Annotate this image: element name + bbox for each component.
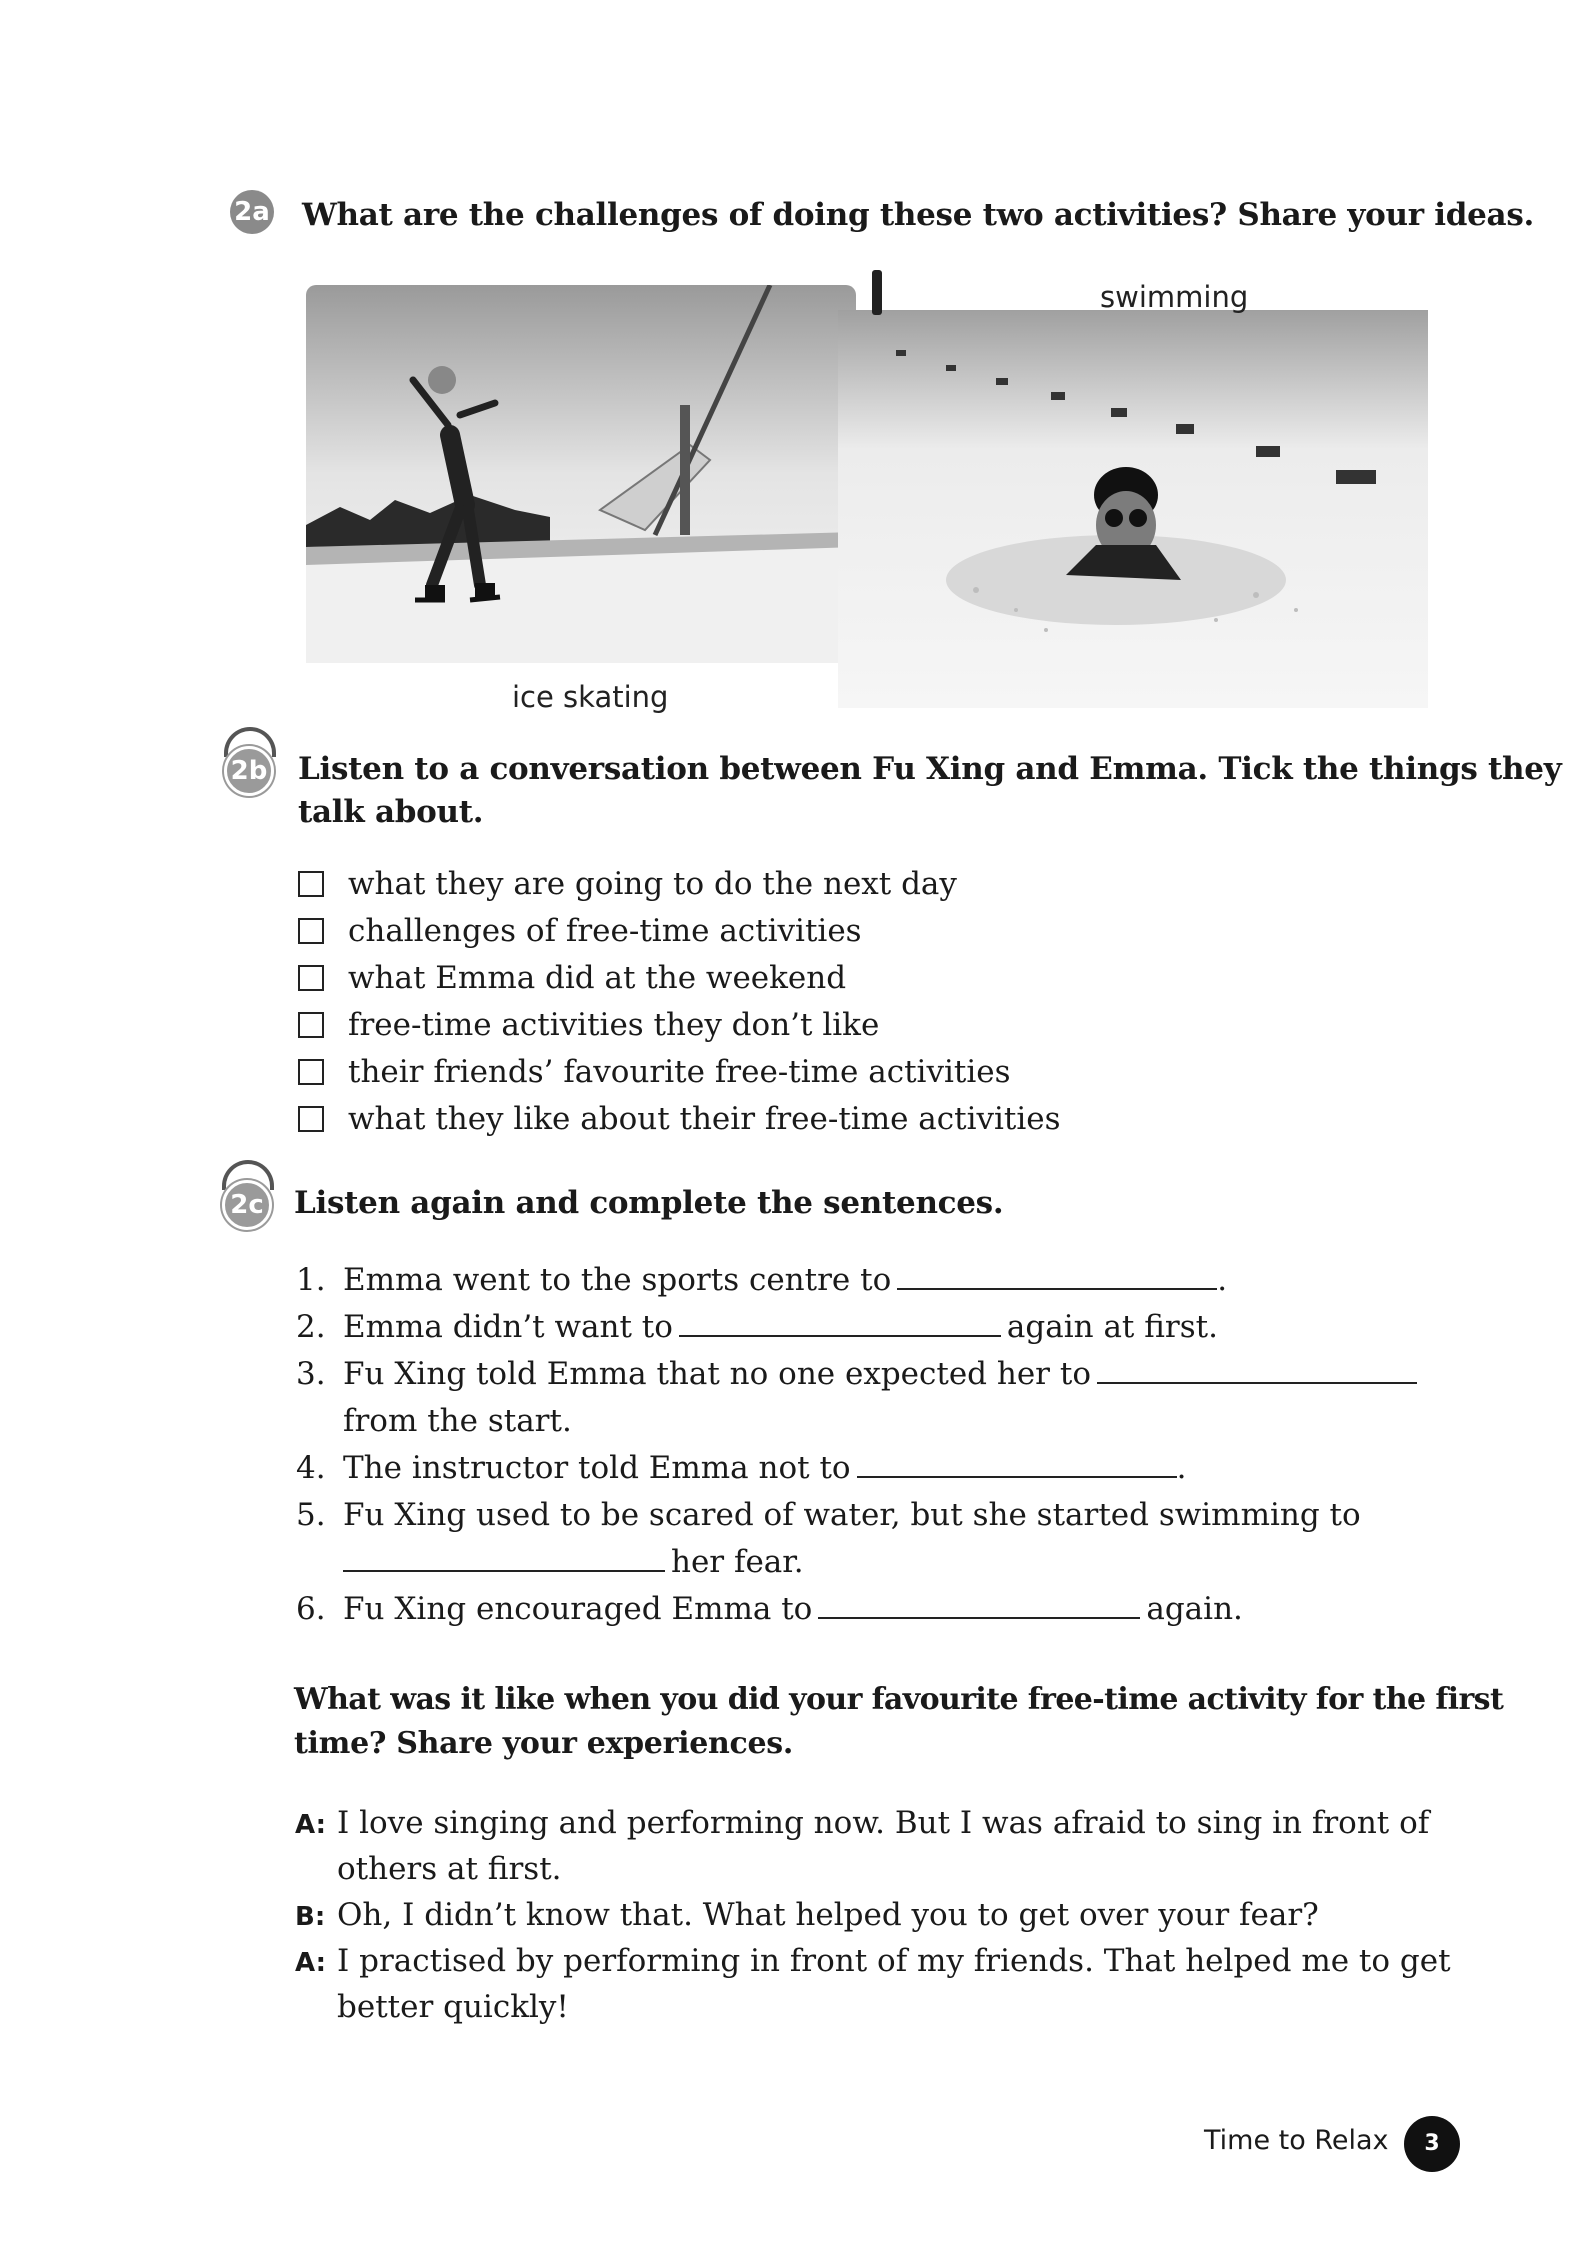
- answer-blank[interactable]: [818, 1587, 1140, 1619]
- sentence-1: [296, 1257, 1227, 1303]
- sentence-end: her fear.: [671, 1544, 804, 1580]
- checkbox-label: their friends’ favourite free-time activities: [348, 1054, 1011, 1090]
- checkbox[interactable]: [298, 1106, 324, 1132]
- checkbox-option[interactable]: [298, 1097, 1061, 1141]
- sentence-2: [296, 1304, 1218, 1350]
- sentence-number: 6.: [296, 1591, 326, 1627]
- dialogue-text: I love singing and performing now. But I was afraid to sing in front of: [337, 1805, 1430, 1841]
- checkbox[interactable]: [298, 918, 324, 944]
- dialogue-text: I practised by performing in front of my friends. That helped me to get: [337, 1943, 1451, 1979]
- swimming-photo: [836, 310, 1432, 710]
- answer-blank[interactable]: [897, 1258, 1217, 1290]
- sentence-end: .: [1217, 1262, 1228, 1298]
- section-2b-badge: 2b: [224, 746, 274, 796]
- checkbox-label: what they like about their free-time activities: [348, 1101, 1061, 1137]
- sentence-number: 5.: [296, 1497, 326, 1533]
- answer-blank[interactable]: [1097, 1352, 1417, 1384]
- section-2c-badge: 2c: [222, 1180, 272, 1230]
- section-2a-badge: 2a: [230, 190, 274, 234]
- checkbox[interactable]: [298, 871, 324, 897]
- section-2b-heading-line2: talk about.: [298, 794, 484, 830]
- checkbox-option[interactable]: [298, 1003, 879, 1047]
- checkbox-label: what they are going to do the next day: [348, 866, 957, 902]
- sentence-end: .: [1176, 1450, 1187, 1486]
- section-2b-heading-line1: Listen to a conversation between Fu Xing and Emma. Tick the things they: [298, 751, 1562, 787]
- swimming-caption: swimming: [1100, 280, 1249, 314]
- speaker-label: A:: [295, 1810, 327, 1840]
- sentence-end: again.: [1146, 1591, 1243, 1627]
- section-2d-heading-line2: time? Share your experiences.: [294, 1726, 793, 1761]
- sentence-number: 4.: [296, 1450, 326, 1486]
- sentence-6: [296, 1586, 1243, 1632]
- dialogue-line-1: [295, 1800, 1429, 1848]
- section-2d-heading-line1: What was it like when you did your favourite free-time activity for the first: [294, 1682, 1504, 1717]
- answer-blank[interactable]: [857, 1446, 1177, 1478]
- speaker-label: A:: [295, 1948, 327, 1978]
- checkbox-option[interactable]: [298, 862, 957, 906]
- sentence-3: [296, 1351, 1423, 1397]
- dialogue-line-3: [295, 1938, 1451, 1986]
- sentence-5-continued: [343, 1539, 804, 1585]
- answer-blank[interactable]: [679, 1305, 1001, 1337]
- checkbox-option[interactable]: [298, 909, 862, 953]
- page-number: 3: [1404, 2116, 1460, 2172]
- checkbox-option[interactable]: [298, 956, 846, 1000]
- sentence-3-continued: from the start.: [343, 1403, 572, 1439]
- dialogue-text: Oh, I didn’t know that. What helped you to get over your fear?: [337, 1897, 1319, 1933]
- dialogue-line-3-continued: better quickly!: [337, 1989, 569, 2025]
- dialogue-line-2: [295, 1892, 1319, 1940]
- sentence-4: [296, 1445, 1186, 1491]
- sentence-text: Fu Xing encouraged Emma to: [343, 1591, 813, 1627]
- sentence-text: Emma didn’t want to: [343, 1309, 673, 1345]
- speaker-label: B:: [295, 1902, 326, 1932]
- checkbox[interactable]: [298, 1059, 324, 1085]
- dialogue-line-1-continued: others at first.: [337, 1851, 562, 1887]
- section-2a-heading: What are the challenges of doing these two activities? Share your ideas.: [302, 197, 1534, 233]
- ice-skating-photo: [300, 285, 860, 670]
- sentence-text: Emma went to the sports centre to: [343, 1262, 892, 1298]
- ice-skating-caption: ice skating: [512, 680, 669, 714]
- sentence-number: 2.: [296, 1309, 326, 1345]
- sentence-end: again at first.: [1006, 1309, 1218, 1345]
- sentence-5: [296, 1492, 1361, 1538]
- photo-right-edge-marker: [872, 270, 882, 315]
- section-2c-heading: Listen again and complete the sentences.: [294, 1185, 1004, 1221]
- sentence-text: The instructor told Emma not to: [343, 1450, 851, 1486]
- checkbox[interactable]: [298, 965, 324, 991]
- checkbox[interactable]: [298, 1012, 324, 1038]
- unit-title: Time to Relax: [1204, 2125, 1389, 2156]
- answer-blank[interactable]: [343, 1540, 665, 1572]
- sentence-text: Fu Xing told Emma that no one expected her to: [343, 1356, 1091, 1392]
- sentence-text: Fu Xing used to be scared of water, but she started swimming to: [343, 1497, 1361, 1533]
- sentence-number: 1.: [296, 1262, 326, 1298]
- checkbox-label: what Emma did at the weekend: [348, 960, 847, 996]
- checkbox-label: challenges of free-time activities: [348, 913, 862, 949]
- sentence-number: 3.: [296, 1356, 326, 1392]
- checkbox-label: free-time activities they don’t like: [348, 1007, 880, 1043]
- checkbox-option[interactable]: [298, 1050, 1011, 1094]
